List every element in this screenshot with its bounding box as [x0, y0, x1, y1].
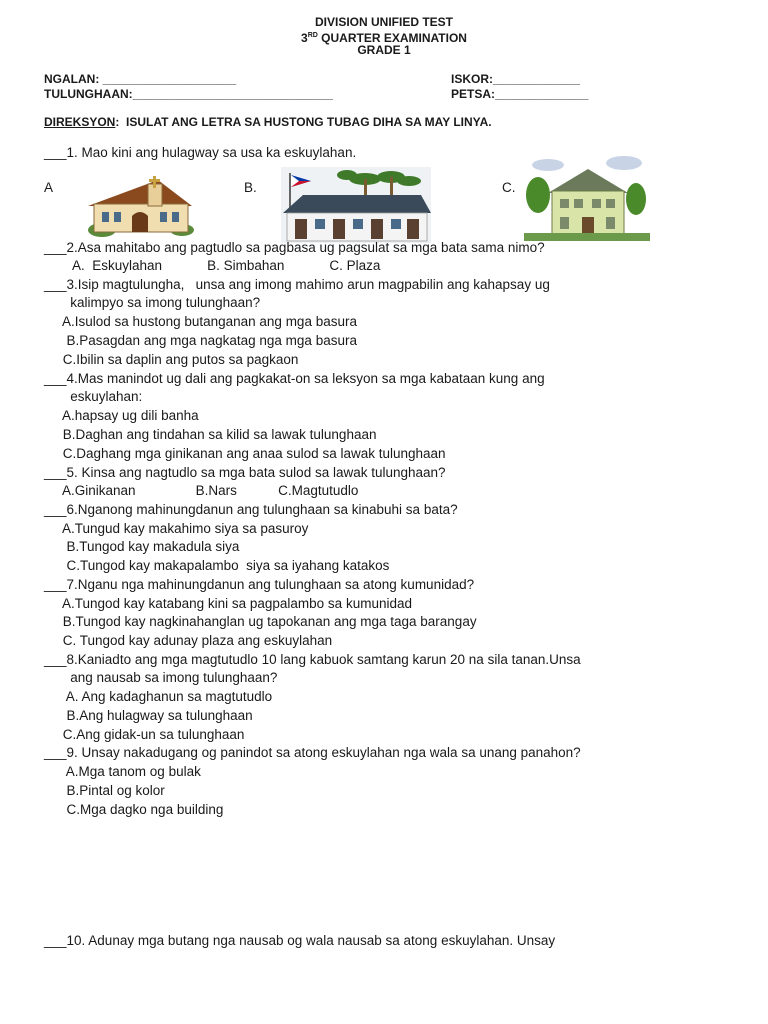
question-line: B.Pintal og kolor [44, 783, 165, 798]
choice-c-label: C. [502, 180, 516, 195]
question-1: ___1. Mao kini ang hulagway sa usa ka eskuylahan. [44, 145, 357, 160]
question-line: ___7.Nganu nga mahinungdanun ang tulunghaan sa atong kumunidad? [44, 577, 475, 592]
question-line: A.Ginikanan B.Nars C.Magtutudlo [44, 483, 359, 498]
date-field: PETSA:______________ [451, 87, 589, 101]
question-line: ___5. Kinsa ang nagtudlo sa mga bata sulod sa lawak tulunghaan? [44, 465, 446, 480]
quarter-number: 3 [301, 31, 308, 45]
question-line: C.Daghang mga ginikanan ang anaa sulod sa lawak tulunghaan [44, 446, 446, 461]
question-line: A.Mga tanom og bulak [44, 764, 201, 779]
directions-label: DIREKSYON [44, 115, 116, 129]
question-line: ___2.Asa mahitabo ang pagtudlo sa pagbasa ug pagsulat sa mga bata sama nimo? [44, 240, 545, 255]
question-line: B.Daghan ang tindahan sa kilid sa lawak tulunghaan [44, 427, 377, 442]
question-line: C.Tungod kay makapalambo siya sa iyahang katakos [44, 558, 390, 573]
question-line: eskuylahan: [44, 389, 143, 404]
quarter-suffix: RD [307, 32, 318, 39]
score-field: ISKOR:_____________ [451, 72, 580, 86]
question-line: B.Tungod kay makadula siya [44, 539, 240, 554]
choice-a-label: A [44, 180, 54, 195]
question-line: C.Ang gidak-un sa tulunghaan [44, 727, 245, 742]
question-line: B.Pasagdan ang mga nagkatag nga mga basura [44, 333, 357, 348]
church-picture [82, 170, 198, 238]
question-line: A.Tungod kay katabang kini sa pagpalambo sa kumunidad [44, 596, 412, 611]
question-line: kalimpyo sa imong tulunghaan? [44, 295, 261, 310]
school-field: TULUNGHAAN:______________________________ [44, 87, 333, 101]
grade-label: GRADE 1 [357, 43, 411, 57]
question-line: ang nausab sa imong tulunghaan? [44, 670, 278, 685]
directions-text: : ISULAT ANG LETRA SA HUSTONG TUBAG DIHA SA MAY LINYA. [115, 115, 492, 129]
question-line: ___8.Kaniadto ang mga magtutudlo 10 lang kabuok samtang karun 20 na sila tanan.Unsa [44, 652, 581, 667]
exam-label: QUARTER EXAMINATION [317, 31, 467, 45]
test-title: DIVISION UNIFIED TEST [314, 15, 453, 29]
question-line: A.Tungud kay makahimo siya sa pasuroy [44, 521, 309, 536]
question-line: ___3.Isip magtulungha, unsa ang imong mahimo arun magpabilin ang kahapsay ug [44, 277, 550, 292]
school-building-picture [281, 167, 431, 243]
question-line: B.Ang hulagway sa tulunghaan [44, 708, 253, 723]
question-line: ___9. Unsay nakadugang og panindot sa atong eskuylahan nga wala sa unang panahon? [44, 745, 581, 760]
question-line: ___6.Nganong mahinungdanun ang tulunghaan sa kinabuhi sa bata? [44, 502, 458, 517]
question-line: A. Eskuylahan B. Simbahan C. Plaza [54, 258, 381, 273]
question-line: C.Ibilin sa daplin ang putos sa pagkaon [44, 352, 299, 367]
choice-b-label: B. [244, 180, 257, 195]
question-line: C.Mga dagko nga building [44, 802, 224, 817]
question-line: C. Tungod kay adunay plaza ang eskuylahan [44, 633, 333, 648]
question-line: A.hapsay ug dili banha [44, 408, 199, 423]
name-field: NGALAN: ____________________ [44, 72, 237, 86]
question-10: ___10. Adunay mga butang nga nausab og wala nausab sa atong eskuylahan. Unsay [44, 933, 556, 948]
house-picture [524, 155, 650, 241]
question-line: A. Ang kadaghanun sa magtutudlo [44, 689, 273, 704]
question-line: ___4.Mas manindot ug dali ang pagkakat-on sa leksyon sa mga kabataan kung ang [44, 371, 545, 386]
directions [44, 115, 492, 129]
question-line: A.Isulod sa hustong butanganan ang mga basura [44, 314, 357, 329]
question-line: B.Tungod kay nagkinahanglan ug tapokanan ang mga taga barangay [44, 614, 477, 629]
